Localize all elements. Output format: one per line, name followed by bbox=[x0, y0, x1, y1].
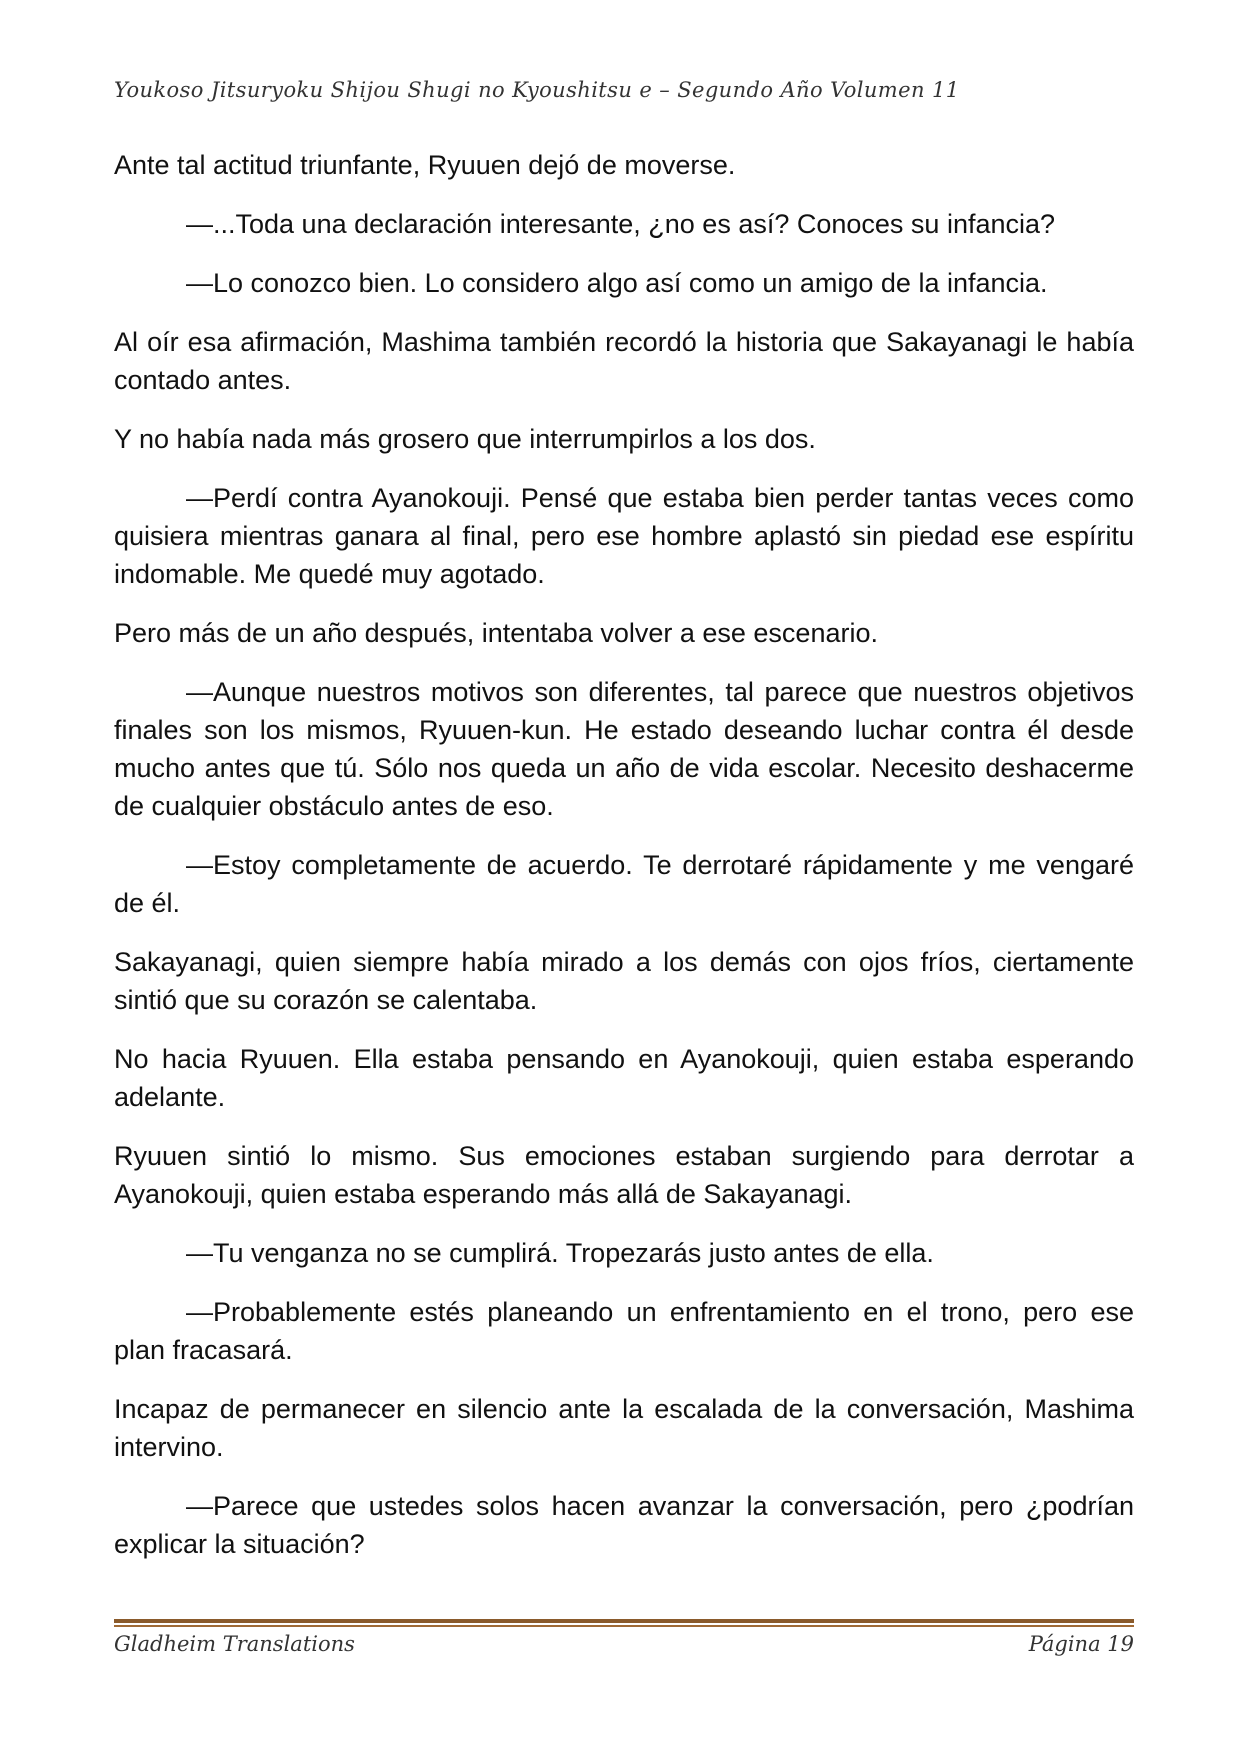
dialogue-paragraph: —Parece que ustedes solos hacen avanzar la conversación, pero ¿podrían explicar la situación? bbox=[114, 1491, 1134, 1559]
dialogue-paragraph: —Probablemente estés planeando un enfrentamiento en el trono, pero ese plan fracasará. bbox=[114, 1297, 1134, 1365]
dialogue-paragraph: —Aunque nuestros motivos son diferentes, tal parece que nuestros objetivos finales son los mismos, Ryuuen-kun. He estado deseando luchar contra él desde mucho antes que tú. Sólo nos queda un año de vida escolar. Necesito deshacerme de cualquier obstáculo antes de eso. bbox=[114, 677, 1134, 821]
footer-rule bbox=[114, 1619, 1134, 1623]
paragraph: Ryuuen sintió lo mismo. Sus emociones estaban surgiendo para derrotar a Ayanokouji, quien estaba esperando más allá de Sakayanagi. bbox=[114, 1141, 1134, 1209]
footer-rule-thin bbox=[114, 1625, 1134, 1627]
dialogue-paragraph: —Estoy completamente de acuerdo. Te derrotaré rápidamente y me vengaré de él. bbox=[114, 850, 1134, 918]
running-header: Youkoso Jitsuryoku Shijou Shugi no Kyoushitsu e – Segundo Año Volumen 11 bbox=[114, 78, 960, 102]
dialogue-paragraph: —Tu venganza no se cumplirá. Tropezarás justo antes de ella. bbox=[186, 1238, 934, 1268]
dialogue-paragraph: —Lo conozco bien. Lo considero algo así como un amigo de la infancia. bbox=[186, 268, 1048, 298]
dialogue-paragraph: —...Toda una declaración interesante, ¿no es así? Conoces su infancia? bbox=[186, 209, 1056, 239]
paragraph: Incapaz de permanecer en silencio ante la escalada de la conversación, Mashima intervino. bbox=[114, 1394, 1134, 1462]
paragraph: Al oír esa afirmación, Mashima también recordó la historia que Sakayanagi le había contado antes. bbox=[114, 327, 1134, 395]
paragraph: Pero más de un año después, intentaba volver a ese escenario. bbox=[114, 618, 878, 648]
paragraph: Ante tal actitud triunfante, Ryuuen dejó de moverse. bbox=[114, 150, 736, 180]
footer-translator-credit: Gladheim Translations bbox=[114, 1632, 355, 1656]
paragraph: Y no había nada más grosero que interrumpirlos a los dos. bbox=[114, 424, 816, 454]
body-text bbox=[114, 146, 1134, 1584]
paragraph: Sakayanagi, quien siempre había mirado a los demás con ojos fríos, ciertamente sintió que su corazón se calentaba. bbox=[114, 947, 1134, 1015]
dialogue-paragraph: —Perdí contra Ayanokouji. Pensé que estaba bien perder tantas veces como quisiera mientras ganara al final, pero ese hombre aplastó sin piedad ese espíritu indomable. Me quedé muy agotado. bbox=[114, 483, 1134, 589]
paragraph: No hacia Ryuuen. Ella estaba pensando en Ayanokouji, quien estaba esperando adelante. bbox=[114, 1044, 1134, 1112]
footer-page-number: Página 19 bbox=[1028, 1632, 1134, 1656]
